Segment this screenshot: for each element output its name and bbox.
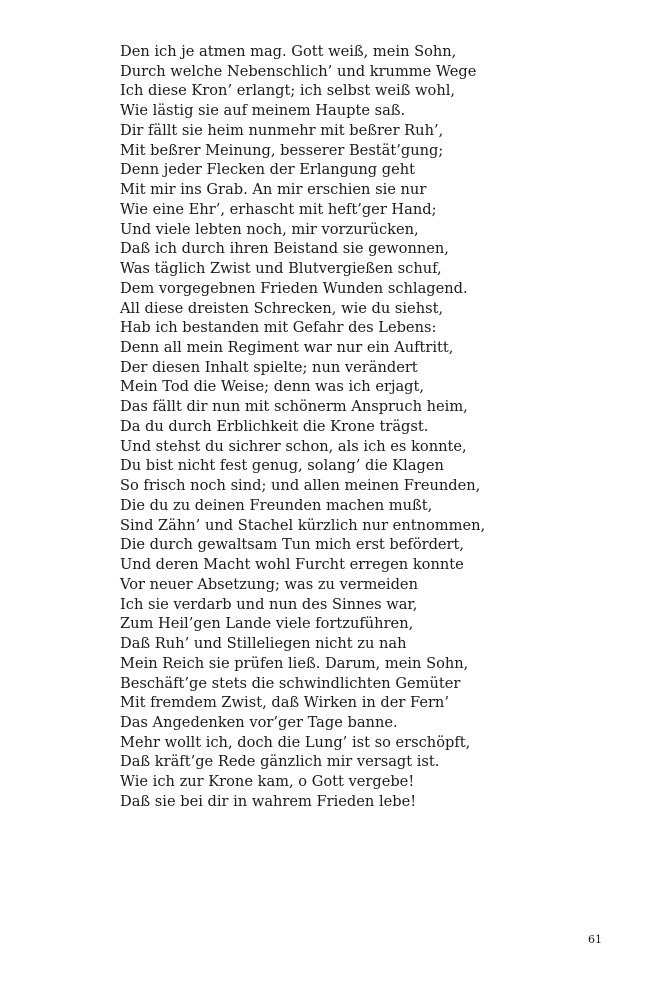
verse-line: Mit fremdem Zwist, daß Wirken in der Fern’ — [120, 694, 449, 712]
verse-line: Daß ich durch ihren Beistand sie gewonnen, — [120, 240, 449, 258]
verse-line: Die du zu deinen Freunden machen mußt, — [120, 496, 433, 514]
verse-line: Wie ich zur Krone kam, o Gott vergebe! — [120, 773, 415, 791]
verse-line: Durch welche Nebenschlich’ und krumme Wege — [120, 62, 477, 80]
verse-line: Mehr wollt ich, doch die Lung’ ist so erschöpft, — [120, 733, 471, 751]
verse-line: Mit beßrer Meinung, besserer Bestät’gung; — [120, 141, 444, 159]
verse-line: Beschäft’ge stets die schwindlichten Gemüter — [120, 674, 461, 692]
verse-line: Hab ich bestanden mit Gefahr des Lebens: — [120, 319, 437, 337]
verse-text — [120, 42, 620, 812]
verse-line: Der diesen Inhalt spielte; nun verändert — [120, 358, 418, 376]
verse-line: Daß sie bei dir in wahrem Frieden lebe! — [120, 792, 417, 810]
verse-line: Zum Heil’gen Lande viele fortzuführen, — [120, 615, 414, 633]
verse-line: Denn all mein Regiment war nur ein Auftritt, — [120, 339, 454, 357]
verse-line: Und deren Macht wohl Furcht erregen konnte — [120, 556, 464, 574]
page-number: 61 — [588, 933, 602, 946]
verse-line: Und viele lebten noch, mir vorzurücken, — [120, 220, 419, 238]
verse-line: Das Angedenken vor’ger Tage banne. — [120, 713, 398, 731]
verse-line: Mit mir ins Grab. An mir erschien sie nur — [120, 181, 427, 199]
verse-line: Und stehst du sichrer schon, als ich es konnte, — [120, 437, 467, 455]
verse-line: Ich sie verdarb und nun des Sinnes war, — [120, 595, 418, 613]
verse-line: Wie lästig sie auf meinem Haupte saß. — [120, 102, 406, 120]
verse-line: Ich diese Kron’ erlangt; ich selbst weiß wohl, — [120, 82, 456, 100]
verse-line: Sind Zähn’ und Stachel kürzlich nur entnommen, — [120, 516, 486, 534]
verse-line: Denn jeder Flecken der Erlangung geht — [120, 161, 416, 179]
verse-line: Daß kräft’ge Rede gänzlich mir versagt ist. — [120, 753, 440, 771]
verse-line: Wie eine Ehr’, erhascht mit heft’ger Hand; — [120, 200, 437, 218]
verse-line: Mein Tod die Weise; denn was ich erjagt, — [120, 378, 425, 396]
verse-line: Das fällt dir nun mit schönerm Anspruch heim, — [120, 398, 468, 416]
verse-line: All diese dreisten Schrecken, wie du siehst, — [120, 299, 444, 317]
verse-line: Die durch gewaltsam Tun mich erst befördert, — [120, 536, 465, 554]
verse-line: Du bist nicht fest genug, solang’ die Klagen — [120, 457, 444, 475]
verse-line: Da du durch Erblichkeit die Krone trägst. — [120, 417, 429, 435]
verse-line: Dem vorgegebnen Frieden Wunden schlagend. — [120, 279, 468, 297]
verse-line: Was täglich Zwist und Blutvergießen schuf, — [120, 260, 442, 278]
verse-line: Daß Ruh’ und Stilleliegen nicht zu nah — [120, 635, 407, 653]
verse-line: Dir fällt sie heim nunmehr mit beßrer Ruh’, — [120, 121, 444, 139]
verse-line: So frisch noch sind; und allen meinen Freunden, — [120, 477, 481, 495]
verse-line: Den ich je atmen mag. Gott weiß, mein Sohn, — [120, 43, 457, 60]
verse-line: Vor neuer Absetzung; was zu vermeiden — [120, 575, 418, 593]
verse-line: Mein Reich sie prüfen ließ. Darum, mein Sohn, — [120, 654, 469, 672]
